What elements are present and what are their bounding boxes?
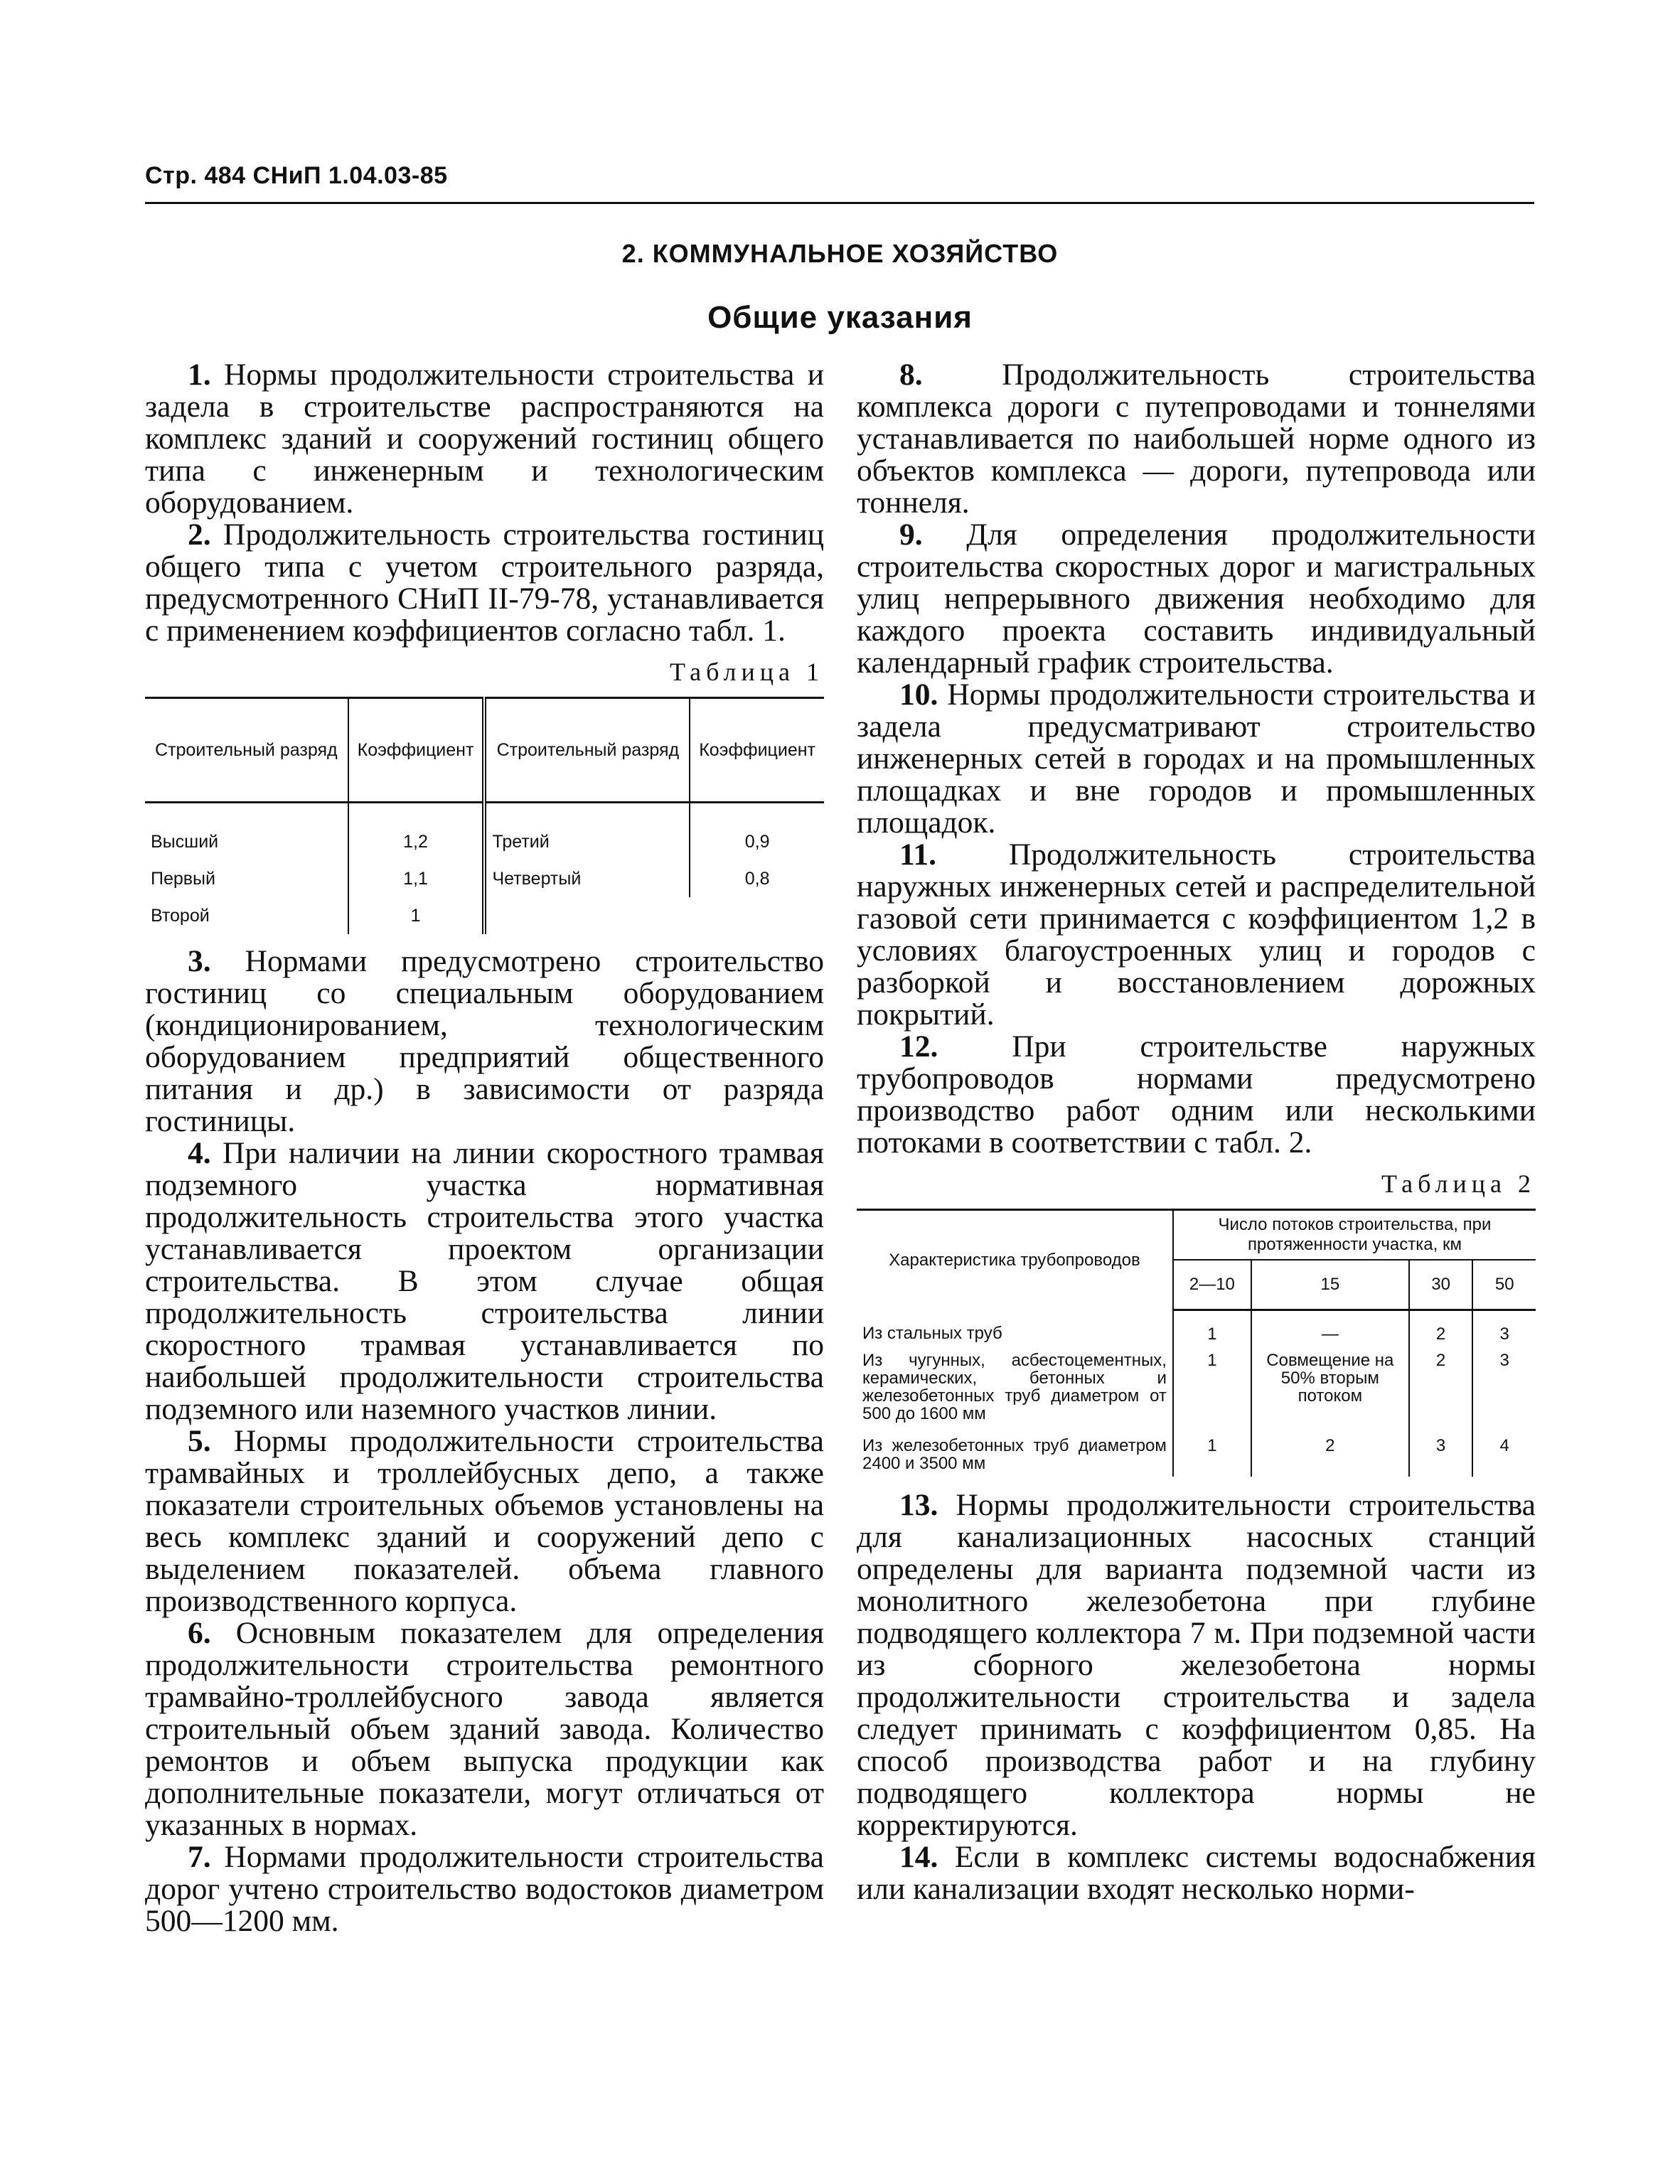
table2-cell: Совмещение на 50% вторым потоком — [1251, 1347, 1409, 1427]
table1-cell — [690, 897, 824, 934]
table1-cell: Высший — [145, 803, 348, 861]
table2-cell: 2 — [1409, 1347, 1473, 1427]
section-title: 2. КОММУНАЛЬНОЕ ХОЗЯЙСТВО — [621, 239, 1059, 268]
paragraph-9: 9. Для определения продолжительности строительства скоростных дорог и магистральных улиц непрерывного движения необходимо для каждого проекта составить индивидуальный календарный график строительства. — [857, 518, 1536, 680]
table2-subheader: 2—10 — [1173, 1260, 1251, 1310]
table2-cell: 1 — [1173, 1427, 1251, 1477]
table2-cell: 3 — [1499, 1324, 1509, 1344]
table1-cell: 1,1 — [348, 860, 485, 897]
table2-cell: 1 — [1173, 1310, 1251, 1348]
table1-cell: 1,2 — [348, 803, 485, 861]
header-rule — [145, 202, 1534, 204]
table1-header-cell: Коэффициент — [348, 698, 485, 803]
table1-cell: 0,8 — [744, 868, 770, 889]
table1-header-cell: Строительный разряд — [484, 698, 690, 803]
table-row — [145, 803, 824, 861]
table1-cell — [484, 897, 690, 934]
table2-cell: 2 — [1251, 1427, 1409, 1477]
table2-subheader: 15 — [1251, 1260, 1409, 1310]
subsection-title: Общие указания — [707, 300, 973, 335]
paragraph-14: 14. Если в комплекс системы водоснабжения или канализации входят несколько норми- — [857, 1840, 1536, 1906]
table1-caption: Таблица 1 — [670, 658, 824, 686]
right-column — [857, 359, 1536, 1905]
table2-cell: Из железобетонных труб диаметром 2400 и 3500 мм — [857, 1427, 1173, 1477]
table-1 — [145, 697, 824, 934]
table2-cell: 4 — [1499, 1436, 1509, 1455]
paragraph-2: 2. Продолжительность строительства гостиниц общего типа с учетом строительного разряда, предусмотренного СНиП II-79-78, устанавливается с применением коэффициентов согласно табл. 1. — [145, 518, 824, 648]
paragraph-6: 6. Основным показателем для определения продолжительности строительства ремонтного трамвайно-троллейбусного завода является строительный объем зданий завода. Количество ремонтов и объем выпуска продукции как дополнительные показатели, могут отличаться от указанных в нормах. — [145, 1616, 824, 1842]
table2-cell: Из чугунных, асбестоцементных, керамических, бетонных и железобетонных труб диаметром от 500 до 1600 мм — [857, 1347, 1173, 1427]
table-row — [145, 860, 824, 897]
paragraph-7: 7. Нормами продолжительности строительства дорог учтено строительство водостоков диаметром 500—1200 мм. — [145, 1840, 824, 1938]
paragraph-10: 10. Нормы продолжительности строительства и задела предусматривают строительство инженерных сетей в городах и на промышленных площадках и вне городов и промышленных площадок. — [857, 678, 1536, 840]
table-row — [857, 1310, 1536, 1348]
page-header: Стр. 484 СНиП 1.04.03-85 — [145, 162, 448, 189]
table1-header-cell: Строительный разряд — [145, 698, 348, 803]
paragraph-3: 3. Нормами предусмотрено строительство гостиниц со специальным оборудованием (кондиционированием, технологическим оборудованием предприятий общественного питания и др.) в зависимости от разряда гостиницы. — [145, 944, 824, 1138]
paragraph-12: 12. При строительстве наружных трубопроводов нормами предусмотрено производство работ одним или несколькими потоками в соответствии с табл. 2. — [857, 1029, 1536, 1160]
table2-cell: Из стальных труб — [857, 1310, 1173, 1348]
table2-header-group: Число потоков строительства, при протяженности участка, км — [1173, 1210, 1536, 1260]
table-row — [857, 1347, 1536, 1427]
table1-cell: Третий — [484, 803, 690, 861]
left-column — [145, 359, 824, 1937]
paragraph-4: 4. При наличии на линии скоростного трамвая подземного участка нормативная продолжительность строительства этого участка устанавливается проектом организации строительства. В этом случае общая продолжительность строительства линии скоростного трамвая устанавливается по наибольшей продолжительности строительства подземного или наземного участков линии. — [145, 1136, 824, 1426]
paragraph-5: 5. Нормы продолжительности строительства трамвайных и троллейбусных депо, а также показатели строительных объемов установлены на весь комплекс зданий и сооружений депо с выделением показателей. объема главного производственного корпуса. — [145, 1424, 824, 1618]
table-2 — [857, 1209, 1536, 1477]
table1-header-cell: Коэффициент — [690, 698, 824, 803]
table1-cell: Первый — [145, 860, 348, 897]
table-row — [145, 897, 824, 934]
table2-subheader: 30 — [1409, 1260, 1473, 1310]
table2-subheader: 50 — [1472, 1260, 1536, 1310]
table2-cell: 3 — [1409, 1427, 1473, 1477]
table1-cell: 1 — [348, 897, 485, 934]
table-row — [857, 1427, 1536, 1477]
paragraph-13: 13. Нормы продолжительности строительства для канализационных насосных станций определены для варианта подземной части из монолитного железобетона при глубине подводящего коллектора 7 м. При подземной части из сборного железобетона нормы продолжительности строительства и задела следует принимать с коэффициентом 0,85. На способ производства работ и на глубину подводящего коллектора нормы не корректируются. — [857, 1488, 1536, 1842]
table2-cell: — — [1251, 1310, 1409, 1348]
paragraph-1: 1. Нормы продолжительности строительства и задела в строительстве распространяются на комплекс зданий и сооружений гостиниц общего типа с инженерным и технологическим оборудованием. — [145, 358, 824, 520]
table2-caption: Таблица 2 — [1381, 1169, 1536, 1198]
table1-cell: Четвертый — [484, 860, 690, 897]
table2-cell: 2 — [1409, 1310, 1473, 1348]
table1-cell: Второй — [145, 897, 348, 934]
paragraph-11: 11. Продолжительность строительства наружных инженерных сетей и распределительной газовой сети принимается с коэффициентом 1,2 в условиях благоустроенных улиц и городов с разборкой и восстановлением дорожных покрытий. — [857, 837, 1536, 1032]
paragraph-8: 8. Продолжительность строительства комплекса дороги с путепроводами и тоннелями устанавливается по наибольшей норме одного из объектов комплекса — дороги, путепровода или тоннеля. — [857, 358, 1536, 520]
table2-cell: 1 — [1173, 1347, 1251, 1427]
table2-header-left: Характеристика трубопроводов — [857, 1210, 1173, 1310]
table2-cell: 3 — [1499, 1351, 1509, 1370]
table1-cell: 0,9 — [744, 831, 770, 852]
